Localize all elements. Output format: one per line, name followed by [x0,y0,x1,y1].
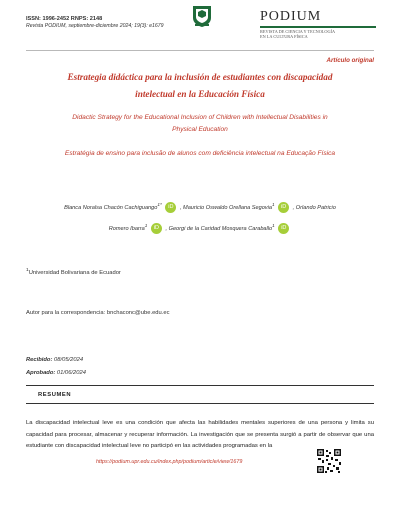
author-2: , Mauricio Oswaldo Orellana Segovia [179,204,272,211]
article-type: Artículo original [326,57,374,64]
article-url-link[interactable]: https://podium.upr.edu.cu/index.php/podium/article/view/1679 [96,459,243,465]
orcid-icon[interactable]: iD [151,223,162,234]
authors-line1 [30,196,370,217]
author-3-sup: 1 [144,222,148,228]
author-list [30,196,370,238]
journal-logo [260,9,376,39]
approved-label: Aprobado: [26,370,56,376]
resumen-text: La discapacidad intelectual leve es una condición que afecta las habilidades mentales superiores de una persona y limita su capacidad para procesar, almacenar y recuperar información. La investigación que se presenta surgió a partir de observar que una estudiante con discapacidad intelectual leve no participó en las actividades programadas en la [26,420,374,450]
author-2-sup: 1 [271,202,275,207]
qr-code-icon [316,448,342,474]
author-4: , Georgi de la Caridad Mosquera Caraballo [165,225,273,232]
approved-date [26,367,86,380]
journal-sub1: REVISTA DE CIENCIA Y TECNOLOGÍA [260,28,336,34]
university-seal-icon [191,4,213,28]
title-english [36,112,364,136]
author-3: , Orlando Patricio [292,204,336,211]
correspondence: Autor para la correspondencia: bnchaconc@ube.edu.ec [26,310,170,316]
affiliation [26,268,121,276]
header-divider [26,50,374,51]
journal-name: PODIUM [260,9,322,24]
title-en-line2: Physical Education [172,126,228,133]
author-1-sup: 1* [157,202,162,207]
logo-bar [260,26,376,28]
received-value: 08/05/2024 [52,357,84,363]
title-spanish [40,69,360,103]
authors-line2 [30,217,370,238]
dates-block [26,354,86,380]
resumen-heading: RESUMEN [38,392,72,398]
title-en-line1: Didactic Strategy for the Educational Inclusion of Children with Intellectual Disabilities in [72,114,328,121]
author-3b: Romero Ibarra [108,225,145,232]
title-es-line2: intelectual en la Educación Física [135,89,265,99]
title-es-line1: Estrategia didáctica para la inclusión de estudiantes con discapacidad [67,72,333,82]
orcid-icon[interactable]: iD [165,202,176,213]
journal-sub2: EN LA CULTURA FÍSICA [260,33,308,39]
affiliation-sup: 1 [26,268,29,273]
resumen-bottom-rule [26,403,374,404]
title-portuguese: Estratégia de ensino para inclusão de alunos com deficiência intelectual na Educação Física [64,150,336,157]
orcid-icon[interactable]: iD [278,202,289,213]
received-label: Recibido: [26,357,53,363]
issn-text: ISSN: 1996-2452 RNPS: 2148 [26,16,103,22]
resumen-top-rule [26,385,374,386]
author-1: Blanca Noralsa Chacón Cachiguango [64,204,158,211]
author-4-sup: 1 [272,222,275,228]
approved-value: 01/06/2024 [55,370,86,376]
affiliation-text: Universidad Bolivariana de Ecuador [28,269,121,276]
orcid-icon[interactable]: iD [278,223,289,234]
citation-text: Revista PODIUM, septiembre-diciembre 2024; 19(3): e1679 [26,23,164,29]
header-meta [26,16,164,30]
received-date [26,354,86,367]
